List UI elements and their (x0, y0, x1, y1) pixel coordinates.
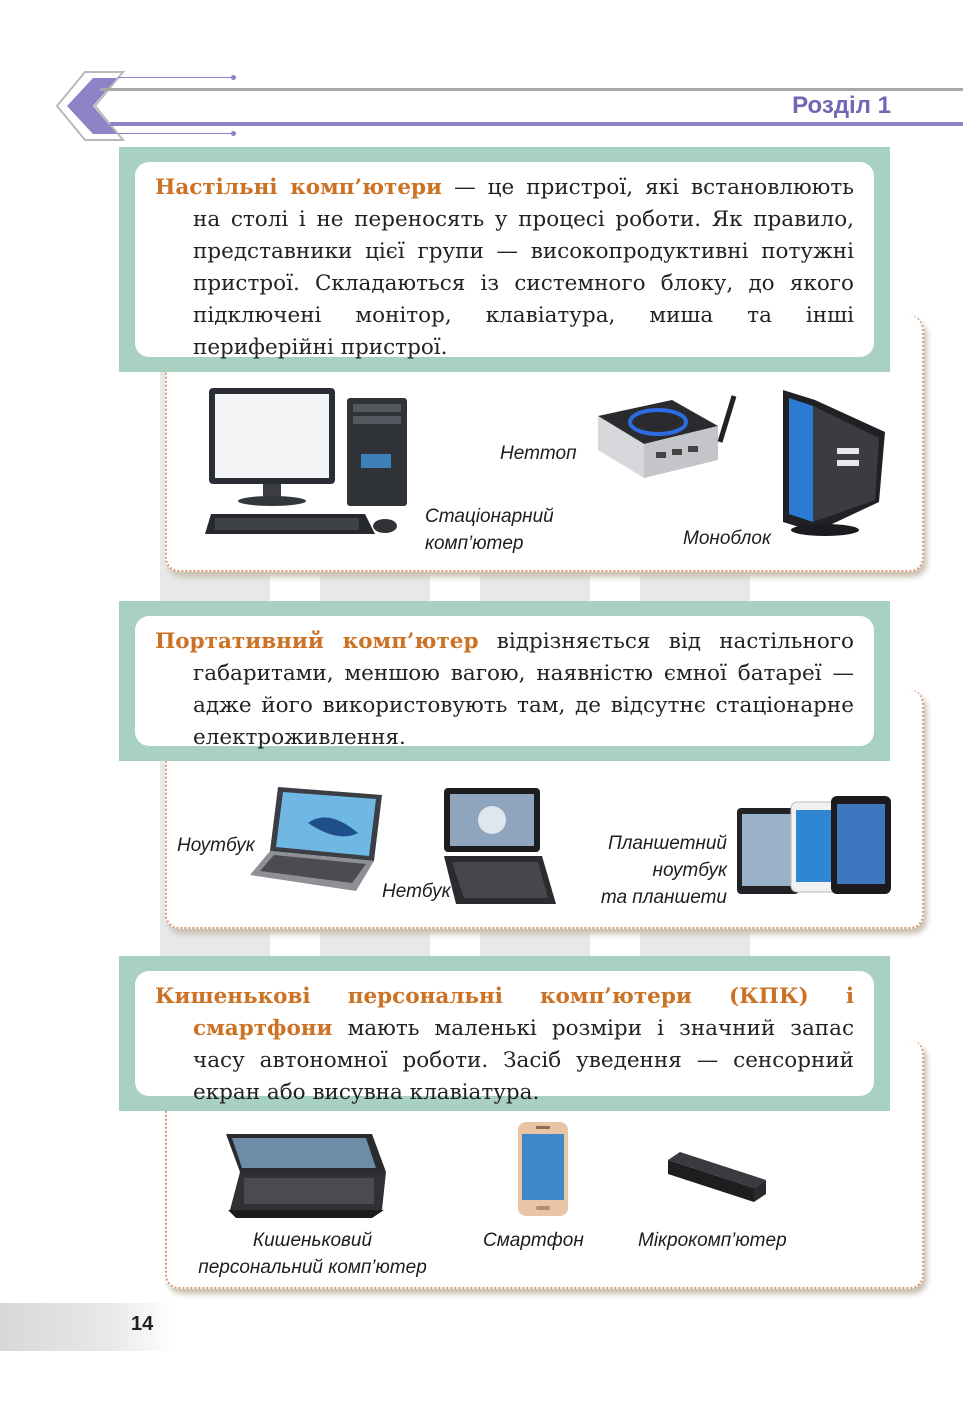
section-title: Розділ 1 (792, 92, 891, 119)
nettop-image (592, 392, 742, 492)
header-dot (231, 75, 236, 80)
caption-line: Планшетний (607, 833, 727, 854)
pda-image (222, 1128, 390, 1220)
caption-monoblock: Моноблок (683, 528, 771, 549)
definition-text (155, 981, 854, 1109)
definition-card (135, 162, 874, 360)
definition-text (155, 626, 854, 754)
header-dot (231, 131, 236, 136)
term-highlight: Портативний комп’ютер (155, 629, 479, 654)
chapter-chevron-icon (55, 70, 125, 142)
caption-netbook: Нетбук (382, 881, 451, 902)
term-highlight: Кишенькові персональні комп’ютери (КПК) і смартфони (155, 984, 854, 1041)
caption-line: персональний комп’ютер (198, 1257, 427, 1278)
monoblock-image (775, 382, 895, 542)
caption-line: Стаціонарний (425, 506, 554, 527)
header-rule (118, 133, 233, 134)
header-rule (100, 88, 963, 91)
caption-desktop (425, 503, 554, 557)
desktop-computer-image (205, 384, 420, 544)
caption-line: та планшети (600, 887, 727, 908)
definition-body: відрізняється від настільного габаритами, меншою вагою, наявністю ємної батареї — адже його використовують там, де відсутнє стаціонарне електроживлення. (193, 629, 854, 750)
caption-nettop: Неттоп (500, 443, 577, 464)
definition-text (155, 172, 854, 364)
header-rule (118, 77, 233, 78)
smartphone-image (514, 1120, 572, 1218)
caption-line: комп’ютер (425, 533, 524, 554)
caption-line: ноутбук (652, 860, 727, 881)
definition-body: мають маленькі розміри і значний запас часу автономної роботи. Засіб уведення — сенсорний екран або висувна клавіатура. (193, 1016, 854, 1105)
caption-notebook: Ноутбук (177, 835, 255, 856)
caption-smartphone: Смартфон (483, 1230, 584, 1251)
definition-box-portables (119, 601, 890, 761)
definition-body: — це пристрої, які встановлюють на столі і не переносять у процесі роботи. Як правило, представники цієї групи — високопродуктивні потужні пристрої. Складаються із системного блоку, до якого підключені монітор, клавіатура, миша та інші периферійні пристрої. (193, 175, 854, 360)
netbook-image (438, 786, 558, 911)
caption-tablets (582, 830, 727, 911)
definition-card (135, 616, 874, 750)
definition-box-desktops (119, 147, 890, 372)
microcomputer-image (660, 1150, 770, 1206)
definition-box-pocket (119, 956, 890, 1111)
tablets-image (735, 794, 895, 899)
header-rule (110, 122, 963, 126)
definition-card (135, 971, 874, 1105)
caption-line: Кишеньковий (252, 1230, 373, 1251)
caption-pda (180, 1227, 445, 1281)
page-number: 14 (131, 1313, 154, 1335)
caption-microcomputer: Мікрокомп’ютер (638, 1230, 787, 1251)
notebook-image (248, 783, 388, 898)
term-highlight: Настільні комп’ютери (155, 175, 442, 200)
